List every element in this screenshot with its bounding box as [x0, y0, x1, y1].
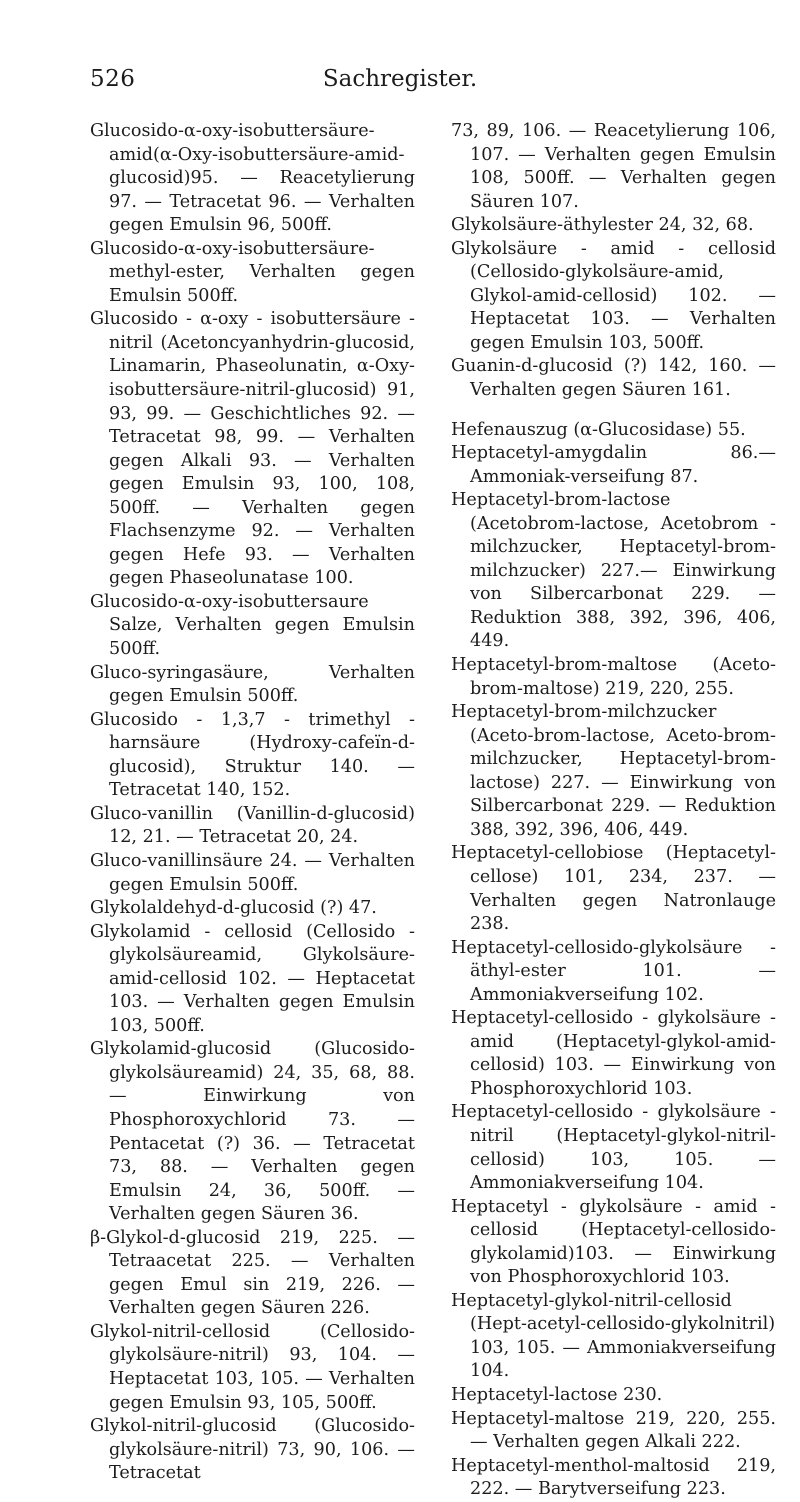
index-entry: Gluco-vanillinsäure 24. — Verhalten gegen Emulsin 500ff.	[90, 850, 415, 895]
index-entry: Heptacetyl-brom-maltose (Aceto-brom-maltose) 219, 220, 255.	[451, 655, 776, 699]
index-entry: 73, 89, 106. — Reacetylierung 106, 107. — Verhalten gegen Emulsin 108, 500ff. — Verhalten gegen Säuren 107.	[451, 121, 776, 212]
index-entry: Glucosido-α-oxy-isobuttersaure Salze, Verhalten gegen Emulsin 500ff.	[90, 591, 415, 660]
index-column-left	[90, 120, 415, 1486]
index-entry: Heptacetyl-lactose 230.	[451, 1384, 663, 1405]
index-column-right	[451, 120, 776, 1502]
index-entry: Heptacetyl-amygdalin 86.—Ammoniak-verseifung 87.	[451, 443, 776, 487]
index-entry: β-Glykol-d-glucosid 219, 225. — Tetraacetat 225. — Verhalten gegen Emul sin 219, 226. — Verhalten gegen Säuren 226.	[90, 1227, 415, 1319]
index-entry: Glykolamid-glucosid (Glucosido-glykolsäureamid) 24, 35, 68, 88. — Einwirkung von Phosphoroxychlorid 73. — Pentacetat (?) 36. — Tetracetat 73, 88. — Verhalten gegen Emulsin 24, 36, 500ff. — Verhalten gegen Säuren 36.	[90, 1039, 415, 1225]
page-number: 526	[90, 66, 136, 92]
index-entry: Guanin-d-glucosid (?) 142, 160. — Verhalten gegen Säuren 161.	[451, 356, 776, 401]
index-entry: Gluco-syringasäure, Verhalten gegen Emulsin 500ff.	[90, 662, 415, 707]
index-entry: Glykol-nitril-glucosid (Glucosido-glykolsäure-nitril) 73, 90, 106. — Tetracetat	[90, 1416, 415, 1484]
index-entry: Glykolaldehyd-d-glucosid (?) 47.	[90, 898, 377, 919]
index-entry: Heptacetyl-maltose 219, 220, 255. — Verhalten gegen Alkali 222.	[451, 1408, 776, 1453]
index-entry: Glucosido-α-oxy-isobuttersäure-amid(α-Oxy-isobuttersäure-amid-glucosid)95. — Reacetylierung 97. — Tetracetat 96. — Verhalten gegen Emulsin 96, 500ff.	[90, 121, 415, 236]
index-entry: Heptacetyl-cellosido-glykolsäure - äthyl-ester 101. — Ammoniakverseifung 102.	[451, 937, 776, 1005]
index-entry: Glykolamid - cellosid (Cellosido - glykolsäureamid, Glykolsäure-amid-cellosid 102. — Heptacetat 103. — Verhalten gegen Emulsin 103, 500ff.	[90, 921, 415, 1036]
index-entry: Gluco-vanillin (Vanillin-d-glucosid) 12, 21. — Tetracetat 20, 24.	[90, 803, 415, 848]
index-entry: Glykolsäure-äthylester 24, 32, 68.	[451, 215, 754, 236]
section-gap	[451, 403, 776, 419]
index-entry: Heptacetyl-brom-milchzucker (Aceto-brom-lactose, Aceto-brom-milchzucker, Heptacetyl-brom-lactose) 227. — Einwirkung von Silbercarbonat 229. — Reduktion 388, 392, 396, 406, 449.	[451, 702, 776, 840]
index-entry: Heptacetyl-cellosido - glykolsäure - nitril (Heptacetyl-glykol-nitril-cellosid) 103, 105. — Ammoniakverseifung 104.	[451, 1102, 776, 1194]
index-entry: Heptacetyl-glykol-nitril-cellosid (Hept-acetyl-cellosido-glykolnitril) 103, 105. — Ammoniakverseifung 104.	[451, 1290, 776, 1382]
index-entry: Heptacetyl-menthol-maltosid 219, 222. — Barytverseifung 223.	[451, 1455, 776, 1500]
index-entry: Heptacetyl - glykolsäure - amid - cellosid (Heptacetyl-cellosido-glykolamid)103. — Einwirkung von Phosphoroxychlorid 103.	[451, 1196, 776, 1288]
page-title: Sachregister.	[322, 66, 478, 92]
index-entry: Hefenauszug (α-Glucosidase) 55.	[451, 419, 746, 440]
index-entry: Heptacetyl-brom-lactose (Acetobrom-lactose, Acetobrom - milchzucker, Heptacetyl-brom-milchzucker) 227.— Einwirkung von Silbercarbonat 229. — Reduktion 388, 392, 396, 406, 449.	[451, 490, 776, 652]
index-entry: Heptacetyl-cellobiose (Heptacetyl-cellose) 101, 234, 237. — Verhalten gegen Natronlauge 238.	[451, 843, 776, 935]
index-entry: Glucosido-α-oxy-isobuttersäure-methyl-ester, Verhalten gegen Emulsin 500ff.	[90, 238, 415, 306]
index-entry: Glykol-nitril-cellosid (Cellosido-glykolsäure-nitril) 93, 104. — Heptacetat 103, 105. — Verhalten gegen Emulsin 93, 105, 500ff.	[90, 1321, 415, 1413]
index-entry: Heptacetyl-cellosido - glykolsäure - amid (Heptacetyl-glykol-amid-cellosid) 103. — Einwirkung von Phosphoroxychlorid 103.	[451, 1008, 776, 1099]
page-header	[0, 66, 800, 96]
index-entry: Glykolsäure - amid - cellosid (Cellosido-glykolsäure-amid, Glykol-amid-cellosid) 102. — Heptacetat 103. — Verhalten gegen Emulsin 103, 500ff.	[451, 238, 776, 353]
index-entry: Glucosido - α-oxy - isobuttersäure - nitril (Acetoncyanhydrin-glucosid, Linamarin, Phaseolunatin, α-Oxy-isobuttersäure-nitril-glucosid) 91, 93, 99. — Geschichtliches 92. — Tetracetat 98, 99. — Verhalten gegen Alkali 93. — Verhalten gegen Emulsin 93, 100, 108, 500ff. — Verhalten gegen Flachsenzyme 92. — Verhalten gegen Hefe 93. — Verhalten gegen Phaseolunatase 100.	[90, 309, 415, 589]
index-entry: Glucosido - 1,3,7 - trimethyl - harnsäure (Hydroxy-cafeïn-d-glucosid), Struktur 140. — Tetracetat 140, 152.	[90, 709, 415, 801]
